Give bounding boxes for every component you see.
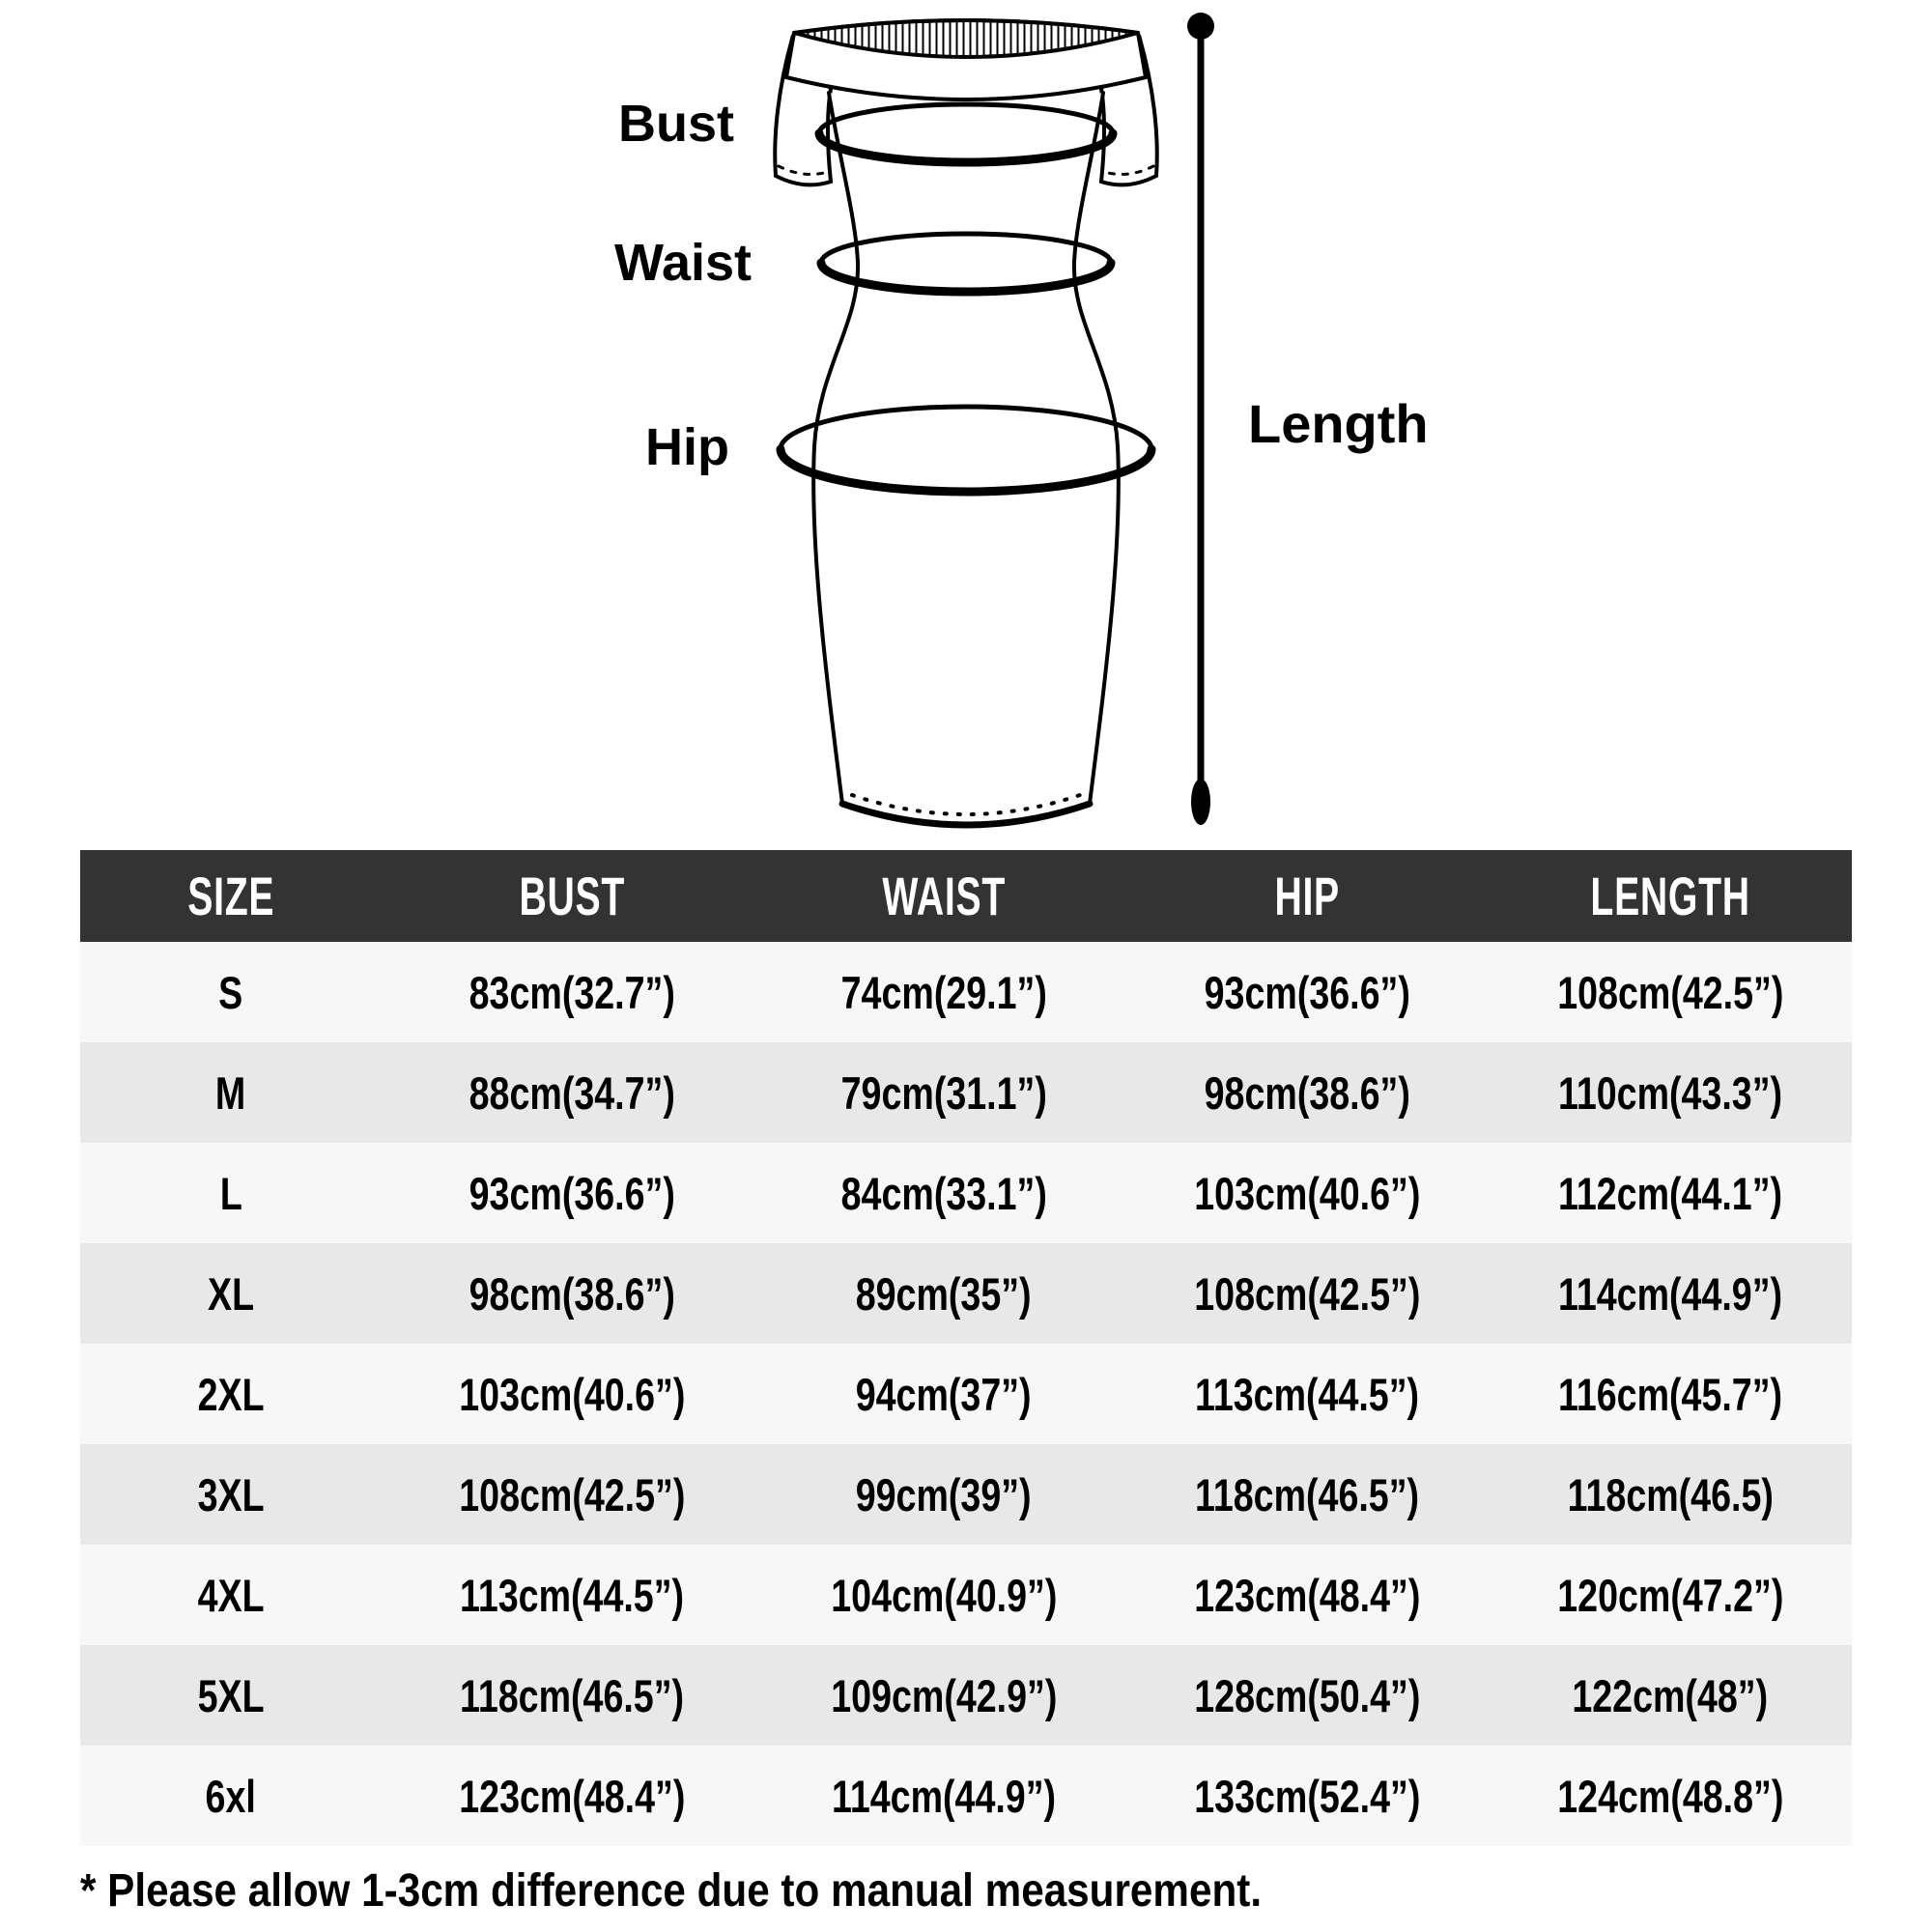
table-row-m	[80, 1042, 1852, 1143]
cell-bust: 118cm(46.5”)	[459, 1669, 684, 1721]
cell-size: S	[218, 966, 243, 1018]
cell-waist: 99cm(39”)	[856, 1468, 1032, 1520]
cell-hip: 128cm(50.4”)	[1193, 1669, 1421, 1721]
cell-waist: 94cm(37”)	[856, 1368, 1032, 1420]
cell-size: L	[219, 1167, 242, 1219]
bust-label: Bust	[618, 95, 734, 153]
length-line	[1187, 13, 1214, 825]
table-body	[80, 942, 1852, 1846]
cell-bust: 123cm(48.4”)	[458, 1770, 685, 1822]
measurement-note: * Please allow 1-3cm difference due to manual measurement.	[80, 1864, 1263, 1917]
cell-size: XL	[207, 1267, 254, 1320]
cell-waist: 104cm(40.9”)	[830, 1569, 1058, 1621]
cell-size: 3XL	[197, 1468, 265, 1520]
length-label: Length	[1248, 393, 1429, 454]
cell-hip: 123cm(48.4”)	[1193, 1569, 1421, 1621]
table-row-2xl	[80, 1344, 1852, 1444]
cell-bust: 93cm(36.6”)	[469, 1167, 675, 1219]
cell-bust: 113cm(44.5”)	[459, 1569, 684, 1621]
cell-hip: 118cm(46.5”)	[1194, 1468, 1420, 1520]
cell-waist: 74cm(29.1”)	[840, 966, 1047, 1018]
cell-waist: 114cm(44.9”)	[832, 1770, 1057, 1822]
table-row-5xl	[80, 1645, 1852, 1746]
cell-bust: 103cm(40.6”)	[458, 1368, 685, 1420]
cell-hip: 103cm(40.6”)	[1193, 1167, 1421, 1219]
cell-length: 110cm(43.3”)	[1557, 1066, 1782, 1119]
table-row-4xl	[80, 1545, 1852, 1645]
cell-size: 4XL	[197, 1569, 265, 1621]
dress-measurement-diagram	[0, 0, 1932, 850]
cell-hip: 93cm(36.6”)	[1204, 966, 1410, 1018]
cell-bust: 88cm(34.7”)	[469, 1066, 675, 1119]
hip-label: Hip	[645, 418, 729, 476]
table-row-s	[80, 942, 1852, 1042]
header-cell-waist: WAIST	[882, 866, 1006, 926]
cell-length: 120cm(47.2”)	[1556, 1569, 1784, 1621]
cell-bust: 98cm(38.6”)	[469, 1267, 675, 1320]
table-row-3xl	[80, 1444, 1852, 1545]
cell-size: 6xl	[205, 1770, 257, 1822]
cell-length: 122cm(48”)	[1572, 1669, 1769, 1721]
cell-length: 114cm(44.9”)	[1557, 1267, 1782, 1320]
header-cell-bust: BUST	[519, 866, 625, 926]
table-row-6xl	[80, 1746, 1852, 1846]
cell-size: M	[215, 1066, 246, 1119]
cell-size: 2XL	[197, 1368, 265, 1420]
cell-waist: 84cm(33.1”)	[840, 1167, 1047, 1219]
cell-length: 116cm(45.7”)	[1557, 1368, 1782, 1420]
waist-label: Waist	[613, 234, 752, 292]
cell-bust: 108cm(42.5”)	[458, 1468, 685, 1520]
cell-waist: 79cm(31.1”)	[840, 1066, 1047, 1119]
cell-hip: 98cm(38.6”)	[1204, 1066, 1410, 1119]
table-header-row	[80, 850, 1852, 942]
table-row-l	[80, 1143, 1852, 1243]
cell-hip: 133cm(52.4”)	[1193, 1770, 1421, 1822]
dress-illustration	[0, 0, 1932, 850]
cell-size: 5XL	[197, 1669, 265, 1721]
header-cell-size: SIZE	[186, 866, 274, 926]
dress-body	[813, 93, 1119, 824]
cell-length: 118cm(46.5)	[1567, 1468, 1774, 1520]
cell-waist: 89cm(35”)	[856, 1267, 1032, 1320]
cell-length: 124cm(48.8”)	[1556, 1770, 1784, 1822]
table-row-xl	[80, 1243, 1852, 1344]
cell-hip: 113cm(44.5”)	[1194, 1368, 1420, 1420]
cell-waist: 109cm(42.9”)	[830, 1669, 1058, 1721]
header-cell-hip: HIP	[1274, 866, 1340, 926]
cell-length: 108cm(42.5”)	[1556, 966, 1784, 1018]
cell-length: 112cm(44.1”)	[1557, 1167, 1782, 1219]
size-chart-table	[80, 850, 1852, 1846]
cell-bust: 83cm(32.7”)	[469, 966, 675, 1018]
cell-hip: 108cm(42.5”)	[1193, 1267, 1421, 1320]
header-cell-length: LENGTH	[1590, 866, 1750, 926]
